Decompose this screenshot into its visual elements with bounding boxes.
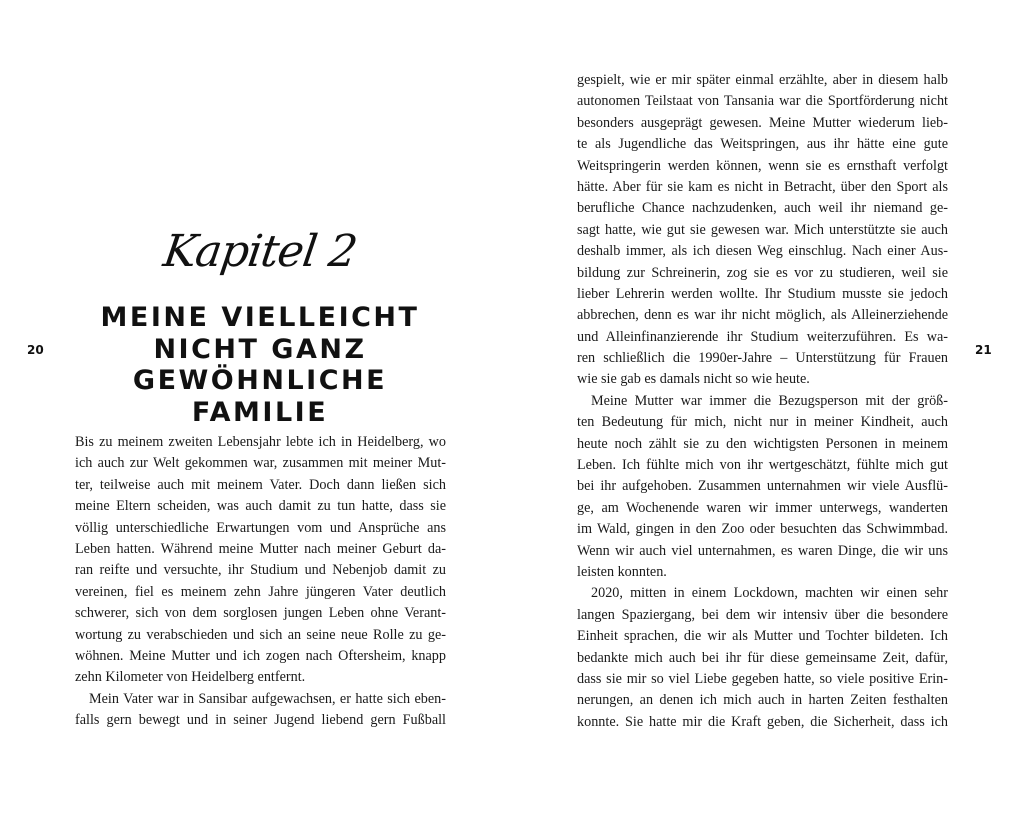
text-line: nerungen, an denen ich mich auch in harten Zeiten festhalten [577, 692, 948, 709]
text-line: gespielt, wie er mir später einmal erzählte, aber in diesem halb [577, 72, 948, 88]
text-line: Meine Mutter war immer die Bezugsperson mit der größ- [591, 392, 948, 409]
chapter-title-line: MEINE VIELLEICHT [100, 302, 420, 333]
text-line: bildung zur Schreinerin, zog sie es vor zu studieren, weil sie [577, 264, 948, 281]
page-number-right: 21 [975, 343, 992, 357]
text-line: langen Spaziergang, bei dem wir intensiv über die besondere [577, 606, 948, 623]
text-line: wie sie gab es damals nicht so wie heute. [577, 371, 810, 388]
chapter-label: Kapitel 2 [160, 226, 360, 277]
text-line: Leben. Ich fühlte mich von ihr wertgeschätzt, fühlte mich gut [577, 457, 948, 474]
left-body-text [75, 432, 446, 731]
text-line: im Wald, gingen in den Zoo oder besuchten das Schwimmbad. [577, 521, 948, 538]
text-line: falls gern bewegt und in seiner Jugend liebend gern Fußball [75, 712, 446, 729]
text-line: Leben hatten. Während meine Mutter nach meiner Geburt da- [75, 540, 446, 557]
text-line: dass sie mir so viel Liebe gegeben hatte, so viele positive Erin- [577, 670, 948, 687]
text-line: Bis zu meinem zweiten Lebensjahr lebte ich in Heidelberg, wo [75, 434, 446, 450]
text-line: lieber Lehrerin werden wollte. Ihr Studium musste sie jedoch [577, 285, 948, 302]
text-line: meine Eltern scheiden, was auch damit zu tun hatte, dass sie [75, 498, 446, 515]
text-line: autonomen Teilstaat von Tansania war die Sportförderung nicht [577, 93, 948, 110]
text-line: te als Jugendliche das Weitspringen, aus ihr hätte eine gute [577, 136, 948, 153]
text-line: hätte. Aber für sie kam es nicht in Betracht, über den Sport als [577, 178, 948, 195]
text-line: Einheit sprachen, die wir als Mutter und Tochter bildeten. Ich [577, 628, 948, 645]
text-line: zehn Kilometer von Heidelberg entfernt. [75, 669, 306, 686]
text-line: wöhnen. Meine Mutter und ich zogen nach Oftersheim, knapp [75, 647, 446, 664]
text-line: besonders ausgeprägt gewesen. Meine Mutter wiederum lieb- [577, 114, 948, 131]
chapter-title-line: GEWÖHNLICHE FAMILIE [132, 365, 388, 428]
chapter-title-line: NICHT GANZ [153, 333, 367, 365]
text-line: völlig unterschiedliche Erwartungen vom und Ansprüche ans [75, 519, 446, 536]
text-line: ren schließlich die 1990er-Jahre – Unterstützung für Frauen [577, 350, 948, 367]
page-number-left: 20 [27, 343, 44, 357]
text-line: leisten konnten. [577, 563, 667, 580]
chapter-title [60, 302, 460, 428]
text-line: vereinen, fiel es meinem zehn Jahre jüngeren Vater deutlich [75, 583, 446, 600]
text-line: abbrechen, denn es war ihr nicht möglich, als Alleinerziehende [577, 307, 948, 324]
text-line: schwerer, sich von dem sorglosen jungen Leben ohne Verant- [75, 605, 446, 622]
text-line: ter, teilweise auch mit meinem Vater. Doch dann ließen sich [75, 476, 446, 493]
text-line: ten Bedeutung für mich, nicht nur in meiner Kindheit, auch [577, 414, 948, 431]
text-line: bei ihr aufgehoben. Zusammen unternahmen wir viele Ausflü- [577, 478, 948, 495]
text-line: ran reifte und versuchte, ihr Studium und Nebenjob damit zu [75, 562, 446, 579]
text-line: 2020, mitten in einem Lockdown, machten wir einen sehr [591, 585, 948, 602]
text-line: wortung zu verabschieden und sich an seine neue Rolle zu ge- [75, 626, 446, 643]
text-line: bedankte mich auch bei ihr für diese gemeinsame Zeit, dafür, [577, 649, 948, 666]
text-line: Weitspringerin werden können, wenn sie es ernsthaft verfolgt [577, 157, 948, 174]
text-line: Wenn wir auch viel unternahmen, es waren Dinge, die wir uns [577, 542, 948, 559]
text-line: Mein Vater war in Sansibar aufgewachsen, er hatte sich eben- [89, 690, 446, 707]
text-line: ich auch zur Welt gekommen war, zusammen mit meiner Mut- [75, 455, 446, 472]
text-line: und Alleinfinanzierende ihr Studium weiterzuführen. Es wa- [577, 328, 948, 345]
text-line: heute noch zählt sie zu den wichtigsten Personen in meinem [577, 435, 948, 452]
right-body-text [577, 70, 948, 733]
text-line: sagt hatte, wie gut sie gewesen war. Mich unterstützte sie auch [577, 221, 948, 238]
text-line: deshalb immer, als ich diesen Weg einschlug. Nach einer Aus- [577, 243, 948, 260]
right-page [510, 0, 1020, 813]
text-line: konnte. Sie hatte mir die Kraft geben, die Sicherheit, dass ich [577, 713, 948, 730]
text-line: ge, am Wochenende waren wir immer unterwegs, wanderten [577, 499, 948, 516]
text-line: berufliche Chance nachzudenken, auch weil ihr niemand ge- [577, 200, 948, 217]
